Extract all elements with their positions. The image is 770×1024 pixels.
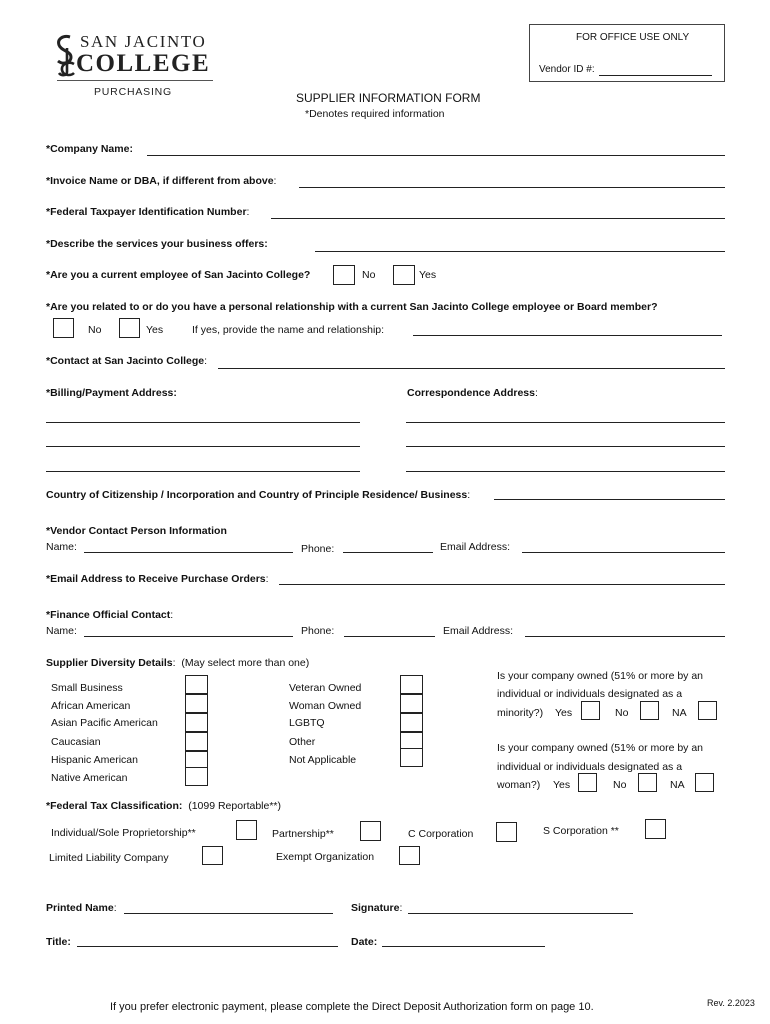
- minority-na-label: NA: [672, 707, 687, 719]
- woman-na-label: NA: [670, 779, 685, 791]
- exempt-organization-checkbox[interactable]: [399, 846, 420, 865]
- footer-note: If you prefer electronic payment, please complete the Direct Deposit Authorization form on page 10.: [110, 1001, 594, 1013]
- title-label: Title:: [46, 936, 71, 948]
- diversity-right-item: LGBTQ: [289, 717, 325, 729]
- form-subtitle: *Denotes required information: [305, 108, 445, 120]
- logo-line1: SAN JACINTO: [80, 32, 207, 51]
- vendor-email-field[interactable]: [522, 552, 725, 553]
- billing-address-line-1[interactable]: [46, 422, 360, 423]
- vendor-contact-heading: *Vendor Contact Person Information: [46, 525, 227, 537]
- vendor-name-field[interactable]: [84, 552, 293, 553]
- related-no-label: No: [88, 324, 102, 336]
- woman-question-line: Is your company owned (51% or more by an: [497, 742, 704, 754]
- billing-address-label: *Billing/Payment Address:: [46, 387, 177, 399]
- woman-question-line: individual or individuals designated as a: [497, 761, 683, 773]
- woman-owned-checkbox[interactable]: [400, 694, 423, 713]
- vendor-email-label: Email Address:: [440, 541, 511, 553]
- tax-option-label: Limited Liability Company: [49, 852, 169, 864]
- minority-no-checkbox[interactable]: [640, 701, 659, 720]
- taxpayer-id-label: *Federal Taxpayer Identification Number:: [46, 206, 250, 218]
- company-name-field[interactable]: [147, 155, 725, 156]
- woman-no-checkbox[interactable]: [638, 773, 657, 792]
- contact-sjc-field[interactable]: [218, 368, 725, 369]
- employee-no-label: No: [362, 269, 376, 281]
- services-label: *Describe the services your business offers:: [46, 238, 268, 250]
- related-yes-checkbox[interactable]: [119, 318, 140, 338]
- finance-phone-field[interactable]: [344, 636, 435, 637]
- veteran-owned-checkbox[interactable]: [400, 675, 423, 694]
- invoice-name-label: *Invoice Name or DBA, if different from above:: [46, 175, 277, 187]
- tax-option-label: Partnership**: [272, 828, 334, 840]
- african-american-checkbox[interactable]: [185, 694, 208, 713]
- not-applicable-checkbox[interactable]: [400, 748, 423, 767]
- asian-pacific-american-checkbox[interactable]: [185, 713, 208, 732]
- finance-email-label: Email Address:: [443, 625, 514, 637]
- tax-option-label: S Corporation **: [543, 825, 619, 837]
- native-american-checkbox[interactable]: [185, 767, 208, 786]
- form-title: SUPPLIER INFORMATION FORM: [296, 91, 481, 105]
- sjc-monogram-icon: [55, 34, 77, 78]
- minority-yes-label: Yes: [555, 707, 573, 719]
- finance-heading: *Finance Official Contact:: [46, 609, 174, 621]
- tax-option-label: C Corporation: [408, 828, 474, 840]
- logo-line2: COLLEGE: [76, 50, 211, 77]
- small-business-checkbox[interactable]: [185, 675, 208, 694]
- relationship-prompt: If yes, provide the name and relationship:: [192, 324, 385, 336]
- llc-checkbox[interactable]: [202, 846, 223, 865]
- citizenship-field[interactable]: [494, 499, 725, 500]
- c-corporation-checkbox[interactable]: [496, 822, 517, 842]
- taxpayer-id-field[interactable]: [271, 218, 725, 219]
- contact-sjc-label: *Contact at San Jacinto College:: [46, 355, 208, 367]
- woman-na-checkbox[interactable]: [695, 773, 714, 792]
- office-use-title: FOR OFFICE USE ONLY: [576, 32, 690, 43]
- employee-yes-label: Yes: [419, 269, 437, 281]
- company-name-label: *Company Name:: [46, 143, 133, 155]
- correspondence-address-line-3[interactable]: [406, 471, 725, 472]
- related-question: *Are you related to or do you have a personal relationship with a current San Jacinto College employee or Board member?: [46, 301, 658, 313]
- finance-name-field[interactable]: [84, 636, 293, 637]
- finance-email-field[interactable]: [525, 636, 725, 637]
- diversity-left-item: Native American: [51, 772, 128, 784]
- vendor-id-label: Vendor ID #:: [539, 64, 595, 75]
- woman-yes-label: Yes: [553, 779, 571, 791]
- diversity-left-item: African American: [51, 700, 131, 712]
- minority-no-label: No: [615, 707, 629, 719]
- correspondence-address-line-1[interactable]: [406, 422, 725, 423]
- diversity-right-item: Other: [289, 736, 316, 748]
- diversity-right-item: Veteran Owned: [289, 682, 362, 694]
- date-label: Date:: [351, 936, 378, 948]
- vendor-name-label: Name:: [46, 541, 77, 553]
- vendor-phone-label: Phone:: [301, 543, 335, 555]
- tax-option-label: Exempt Organization: [276, 851, 375, 863]
- finance-phone-label: Phone:: [301, 625, 335, 637]
- citizenship-label: Country of Citizenship / Incorporation and Country of Principle Residence/ Business:: [46, 489, 471, 501]
- diversity-left-item: Hispanic American: [51, 754, 138, 766]
- tax-classification-heading: *Federal Tax Classification: (1099 Reportable**): [46, 800, 282, 812]
- office-use-box: [529, 24, 725, 82]
- partnership-checkbox[interactable]: [360, 821, 381, 841]
- po-email-field[interactable]: [279, 584, 725, 585]
- printed-name-label: Printed Name:: [46, 902, 117, 914]
- employee-no-checkbox[interactable]: [333, 265, 355, 285]
- diversity-right-item: Woman Owned: [289, 700, 362, 712]
- revision-label: Rev. 2.2023: [707, 998, 755, 1008]
- employee-yes-checkbox[interactable]: [393, 265, 415, 285]
- diversity-left-item: Asian Pacific American: [51, 717, 158, 729]
- minority-question-line: Is your company owned (51% or more by an: [497, 670, 704, 682]
- s-corporation-checkbox[interactable]: [645, 819, 666, 839]
- related-no-checkbox[interactable]: [53, 318, 74, 338]
- po-email-label: *Email Address to Receive Purchase Orders:: [46, 573, 269, 585]
- relationship-field[interactable]: [413, 335, 722, 336]
- minority-question-line: minority?): [497, 707, 544, 719]
- billing-address-line-2[interactable]: [46, 446, 360, 447]
- diversity-heading: Supplier Diversity Details: (May select more than one): [46, 657, 310, 669]
- logo-department: PURCHASING: [94, 86, 173, 98]
- college-logo: [55, 30, 215, 100]
- billing-address-line-3[interactable]: [46, 471, 360, 472]
- minority-na-checkbox[interactable]: [698, 701, 717, 720]
- lgbtq-checkbox[interactable]: [400, 713, 423, 732]
- signature-label: Signature:: [351, 902, 403, 914]
- caucasian-checkbox[interactable]: [185, 732, 208, 751]
- correspondence-address-label: Correspondence Address:: [407, 387, 538, 399]
- correspondence-address-line-2[interactable]: [406, 446, 725, 447]
- title-field[interactable]: [77, 946, 338, 947]
- signature-field[interactable]: [408, 913, 633, 914]
- diversity-left-item: Small Business: [51, 682, 123, 694]
- printed-name-field[interactable]: [124, 913, 333, 914]
- diversity-right-item: Not Applicable: [289, 754, 357, 766]
- diversity-left-item: Caucasian: [51, 736, 101, 748]
- minority-question-line: individual or individuals designated as a: [497, 688, 683, 700]
- minority-yes-checkbox[interactable]: [581, 701, 600, 720]
- finance-name-label: Name:: [46, 625, 77, 637]
- vendor-phone-field[interactable]: [343, 552, 433, 553]
- vendor-id-field[interactable]: [599, 75, 712, 76]
- invoice-name-field[interactable]: [299, 187, 725, 188]
- sole-proprietorship-checkbox[interactable]: [236, 820, 257, 840]
- date-field[interactable]: [382, 946, 545, 947]
- related-yes-label: Yes: [146, 324, 164, 336]
- tax-option-label: Individual/Sole Proprietorship**: [51, 827, 196, 839]
- woman-no-label: No: [613, 779, 627, 791]
- woman-question-line: woman?): [497, 779, 541, 791]
- woman-yes-checkbox[interactable]: [578, 773, 597, 792]
- services-field[interactable]: [315, 251, 725, 252]
- employee-question: *Are you a current employee of San Jacinto College?: [46, 269, 311, 281]
- logo-divider: [57, 80, 213, 81]
